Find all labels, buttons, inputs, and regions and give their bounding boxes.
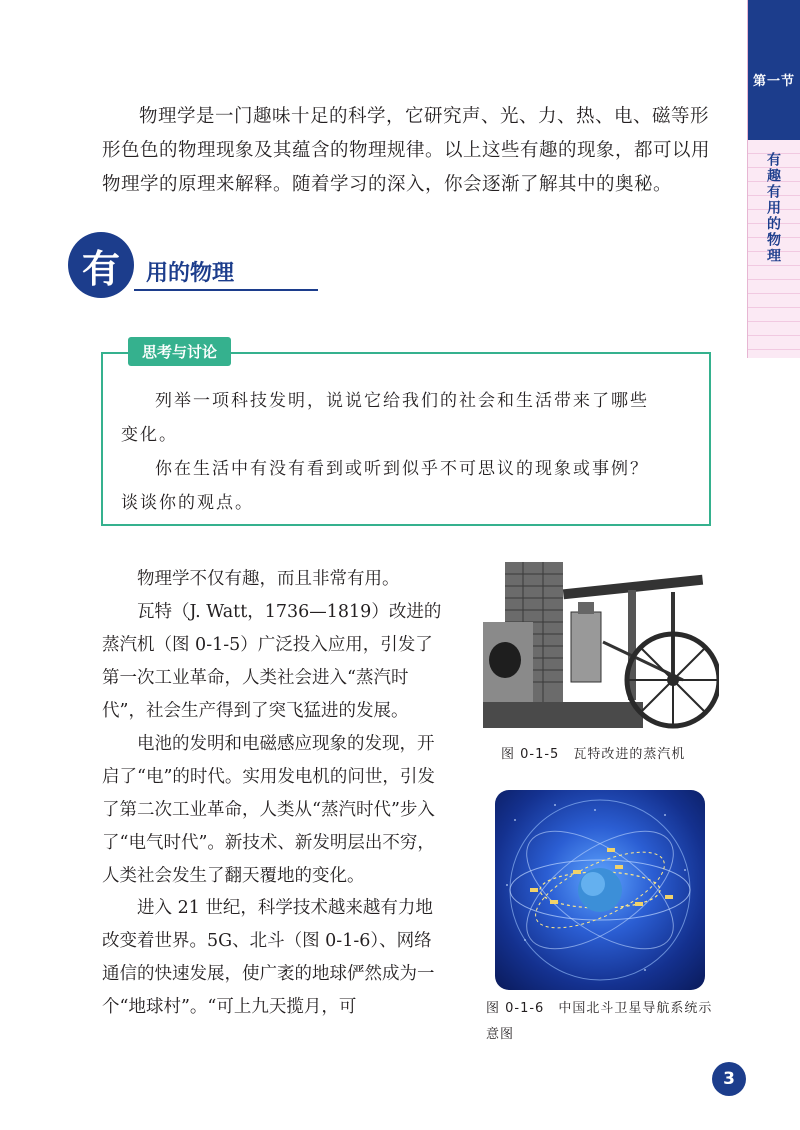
side-tab [747,0,800,358]
section-header-badge: 有 [68,232,134,298]
steam-engine-figure [483,562,719,738]
body-paragraph-3: 电池的发明和电磁感应现象的发现，开启了“电”的时代。实用发电机的问世，引发了第二次工业革命，人类从“蒸汽时代”步入了“电气时代”。新技术、新发明层出不穷，人类社会发生了翻天覆地的变化。 [102,734,435,886]
beidou-illustration [495,790,705,990]
section-header-rule [134,289,318,291]
beidou-figure [495,790,705,990]
side-tab-section: 第一节 [752,74,795,89]
section-header [68,232,258,302]
discussion-question-1: 列举一项科技发明，说说它给我们的社会和生活带来了哪些变化。 [121,391,649,445]
discussion-question-2: 你在生活中有没有看到或听到似乎不可思议的现象或事例？谈谈你的观点。 [121,459,649,513]
figure-caption-1: 图 0-1-5 瓦特改进的蒸汽机 [501,747,686,762]
steam-engine-illustration [483,562,719,738]
discussion-tag: 思考与讨论 [128,337,231,366]
section-header-title: 用的物理 [146,261,235,286]
body-paragraph-4: 进入 21 世纪，科学技术越来越有力地改变着世界。5G、北斗（图 0-1-6）、网络通信的快速发展，使广袤的地球俨然成为一个“地球村”。“可上九天揽月，可 [102,898,435,1017]
figure-caption-2: 图 0-1-6 中国北斗卫星导航系统示意图 [486,1001,713,1042]
body-paragraph-1: 物理学不仅有趣，而且非常有用。 [137,569,400,589]
body-paragraph-2: 瓦特（J. Watt，1736—1819）改进的蒸汽机（图 0-1-5）广泛投入应用，引发了第一次工业革命，人类社会进入“蒸汽时代”，社会生产得到了突飞猛进的发展。 [102,602,442,721]
page-number: 3 [712,1062,746,1096]
side-tab-topic: 有趣有用的物理 [765,152,781,264]
intro-paragraph: 物理学是一门趣味十足的科学，它研究声、光、力、热、电、磁等形形色色的物理现象及其蕴含的物理规律。以上这些有趣的现象，都可以用物理学的原理来解释。随着学习的深入，你会逐渐了解其中的奥秘。 [102,106,711,195]
